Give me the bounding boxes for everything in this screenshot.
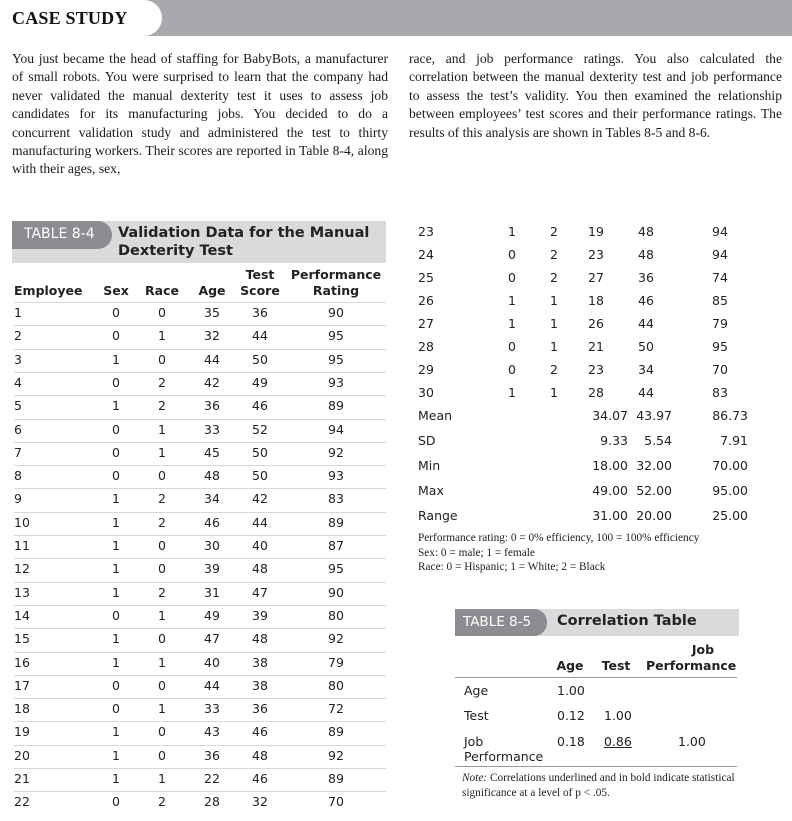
stat-test: 52.00 xyxy=(636,483,672,498)
cell-performance: 89 xyxy=(328,771,344,786)
cell-performance: 95 xyxy=(328,351,344,367)
cell-sex: 0 xyxy=(508,247,516,262)
cell-performance: 92 xyxy=(328,444,344,460)
cell-employee: 18 xyxy=(14,701,30,717)
cell-test-score: 36 xyxy=(252,701,268,717)
cell-age: 43 xyxy=(204,724,220,740)
col-header-test-bottom: Score xyxy=(240,283,280,298)
t5-cell-test-age: 0.12 xyxy=(557,708,585,723)
cell-race: 1 xyxy=(550,385,558,400)
t5-row-job-label-bottom: Performance xyxy=(464,749,544,764)
col-header-employee: Employee xyxy=(14,283,83,298)
cell-employee: 25 xyxy=(418,270,434,285)
cell-sex: 0 xyxy=(112,468,120,484)
table-row-divider xyxy=(14,582,386,583)
cell-test-score: 50 xyxy=(252,351,268,367)
note-sex: Sex: 0 = male; 1 = female xyxy=(418,546,535,559)
t5-rule-bottom xyxy=(455,766,737,767)
cell-test-score: 48 xyxy=(252,747,268,763)
cell-employee: 1 xyxy=(14,305,22,320)
note-race: Race: 0 = Hispanic; 1 = White; 2 = Black xyxy=(418,561,606,573)
cell-performance: 80 xyxy=(328,607,344,623)
cell-performance: 92 xyxy=(328,747,344,763)
table-row-divider xyxy=(14,768,386,769)
cell-age: 42 xyxy=(204,374,220,390)
cell-age: 34 xyxy=(204,491,220,507)
cell-employee: 6 xyxy=(14,421,22,437)
cell-race: 2 xyxy=(158,794,166,810)
stat-perf: 95.00 xyxy=(712,483,748,498)
stat-label: Range xyxy=(418,508,458,523)
cell-test-score: 50 xyxy=(252,444,268,460)
cell-test-score: 49 xyxy=(252,374,268,390)
cell-employee: 22 xyxy=(14,794,30,810)
cell-performance: 92 xyxy=(328,631,344,647)
cell-sex: 1 xyxy=(112,514,120,530)
cell-sex: 1 xyxy=(112,584,120,600)
stat-age: 9.33 xyxy=(600,433,628,448)
col-header-test-top: Test xyxy=(245,267,275,282)
table-8-5-badge: TABLE 8-5 xyxy=(455,609,547,636)
cell-race: 1 xyxy=(550,316,558,331)
cell-test-score: 52 xyxy=(252,421,268,437)
cell-performance: 94 xyxy=(712,224,728,239)
cell-age: 44 xyxy=(204,677,220,693)
cell-employee: 26 xyxy=(418,293,434,308)
table-8-5-note xyxy=(462,771,742,800)
stat-perf: 7.91 xyxy=(720,433,748,448)
cell-race: 2 xyxy=(158,584,166,600)
table-row-divider xyxy=(14,325,386,326)
table-row-divider xyxy=(14,745,386,746)
cell-performance: 70 xyxy=(712,362,728,377)
cell-sex: 0 xyxy=(112,444,120,460)
cell-employee: 14 xyxy=(14,607,30,623)
table-row-divider xyxy=(14,488,386,489)
t5-cell-test-test: 1.00 xyxy=(604,708,632,723)
t5-cell-job-test: 0.86 xyxy=(604,734,632,749)
cell-race: 0 xyxy=(158,561,166,577)
cell-performance: 72 xyxy=(328,701,344,717)
cell-age: 32 xyxy=(204,328,220,344)
table-row-divider xyxy=(14,302,386,303)
cell-employee: 27 xyxy=(418,316,434,331)
table-row-divider xyxy=(14,465,386,466)
stat-label: SD xyxy=(418,433,436,448)
cell-age: 22 xyxy=(204,771,220,786)
cell-race: 0 xyxy=(158,724,166,740)
cell-race: 1 xyxy=(550,293,558,308)
cell-age: 36 xyxy=(204,747,220,763)
cell-race: 2 xyxy=(158,514,166,530)
t5-note-text: Correlations underlined and in bold indicate statistical significance at a level of p < .05. xyxy=(462,772,735,799)
cell-age: 26 xyxy=(588,316,604,331)
cell-race: 1 xyxy=(158,328,166,344)
cell-race: 2 xyxy=(550,270,558,285)
t5-col-job-top: Job xyxy=(691,642,715,657)
cell-test-score: 50 xyxy=(638,339,654,354)
cell-race: 1 xyxy=(158,771,166,786)
cell-race: 2 xyxy=(550,224,558,239)
cell-employee: 7 xyxy=(14,444,22,460)
table-8-4-badge: TABLE 8-4 xyxy=(12,221,112,249)
table-row-divider xyxy=(14,419,386,420)
cell-employee: 29 xyxy=(418,362,434,377)
cell-sex: 0 xyxy=(112,607,120,623)
cell-age: 28 xyxy=(204,794,220,810)
stat-label: Min xyxy=(418,458,441,473)
cell-performance: 70 xyxy=(328,794,344,810)
note-performance: Performance rating: 0 = 0% efficiency, 100 = 100% efficiency xyxy=(418,532,700,544)
cell-age: 23 xyxy=(588,247,604,262)
cell-age: 47 xyxy=(204,631,220,647)
cell-sex: 0 xyxy=(508,270,516,285)
cell-race: 0 xyxy=(158,631,166,647)
table-row-divider xyxy=(14,605,386,606)
cell-race: 1 xyxy=(158,701,166,717)
cell-race: 2 xyxy=(158,374,166,390)
cell-sex: 1 xyxy=(508,385,516,400)
cell-employee: 10 xyxy=(14,514,30,530)
cell-race: 1 xyxy=(550,339,558,354)
cell-sex: 1 xyxy=(112,491,120,507)
table-row-divider xyxy=(14,395,386,396)
stat-perf: 25.00 xyxy=(712,508,748,523)
cell-employee: 9 xyxy=(14,491,22,507)
cell-performance: 89 xyxy=(328,724,344,740)
cell-sex: 1 xyxy=(508,224,516,239)
cell-sex: 1 xyxy=(112,561,120,577)
cell-performance: 94 xyxy=(712,247,728,262)
stat-label: Mean xyxy=(418,408,453,423)
stat-perf: 86.73 xyxy=(712,408,748,423)
cell-test-score: 47 xyxy=(252,584,268,600)
cell-test-score: 48 xyxy=(638,224,654,239)
col-header-age: Age xyxy=(198,283,226,298)
cell-employee: 24 xyxy=(418,247,434,262)
cell-performance: 83 xyxy=(712,385,728,400)
t5-col-job-bottom: Performance xyxy=(646,658,737,673)
table-8-4-title: Validation Data for the Manual Dexterity Test xyxy=(118,225,370,259)
t5-row-age-label: Age xyxy=(464,683,489,698)
table-row-divider xyxy=(14,652,386,653)
stat-label: Max xyxy=(418,483,444,498)
t5-row-test-label: Test xyxy=(464,708,489,723)
cell-sex: 1 xyxy=(508,316,516,331)
cell-employee: 3 xyxy=(14,351,22,367)
t5-col-test: Test xyxy=(601,658,631,673)
cell-age: 19 xyxy=(588,224,604,239)
table-row-divider xyxy=(14,512,386,513)
table-row-divider xyxy=(14,721,386,722)
cell-test-score: 44 xyxy=(638,316,654,331)
cell-age: 33 xyxy=(204,701,220,717)
cell-sex: 0 xyxy=(112,701,120,717)
cell-test-score: 48 xyxy=(252,561,268,577)
stat-perf: 70.00 xyxy=(712,458,748,473)
cell-performance: 79 xyxy=(712,316,728,331)
cell-performance: 80 xyxy=(328,677,344,693)
cell-race: 0 xyxy=(158,538,166,553)
table-8-4-notes xyxy=(418,531,699,575)
cell-test-score: 46 xyxy=(638,293,654,308)
cell-race: 1 xyxy=(158,444,166,460)
cell-performance: 95 xyxy=(712,339,728,354)
cell-employee: 16 xyxy=(14,654,30,670)
cell-age: 35 xyxy=(204,305,220,320)
table-row-divider xyxy=(14,349,386,350)
table-row-divider xyxy=(14,628,386,629)
cell-test-score: 44 xyxy=(638,385,654,400)
cell-age: 40 xyxy=(204,654,220,670)
cell-employee: 21 xyxy=(14,771,30,786)
cell-sex: 0 xyxy=(112,794,120,810)
cell-performance: 93 xyxy=(328,374,344,390)
cell-age: 23 xyxy=(588,362,604,377)
t5-rule-top xyxy=(455,677,737,678)
cell-sex: 0 xyxy=(112,328,120,344)
intro-left-column: You just became the head of staffing for BabyBots, a manufacturer of small robots. You were surprised to learn that the company had never validated the manual dexterity test it uses to assess job candidates for its manufacturing jobs. You decided to do a concurrent validation study and administered the test to thirty manufacturing workers. Their scores are reported in Table 8-4, along with their ages, sex, xyxy=(12,51,388,177)
page-title: CASE STUDY xyxy=(12,8,128,28)
table-8-5-title: Correlation Table xyxy=(557,613,697,629)
cell-race: 1 xyxy=(158,654,166,670)
cell-employee: 2 xyxy=(14,328,22,344)
intro-right-column: race, and job performance ratings. You also calculated the correlation between the manual dexterity test and job performance to assess the test’s validity. You then examined the relationship between employees’ test scores and their performance ratings. The results of this analysis are shown in Tables 8-5 and 8-6. xyxy=(409,51,782,140)
cell-employee: 11 xyxy=(14,538,30,553)
cell-sex: 1 xyxy=(112,631,120,647)
cell-age: 44 xyxy=(204,351,220,367)
cell-age: 46 xyxy=(204,514,220,530)
cell-age: 36 xyxy=(204,398,220,414)
cell-age: 31 xyxy=(204,584,220,600)
cell-performance: 95 xyxy=(328,561,344,577)
stat-test: 43.97 xyxy=(636,408,672,423)
cell-employee: 8 xyxy=(14,468,22,484)
cell-race: 1 xyxy=(158,607,166,623)
cell-age: 27 xyxy=(588,270,604,285)
cell-age: 30 xyxy=(204,538,220,553)
cell-age: 33 xyxy=(204,421,220,437)
table-row-divider xyxy=(14,442,386,443)
cell-test-score: 48 xyxy=(638,247,654,262)
cell-age: 21 xyxy=(588,339,604,354)
cell-race: 0 xyxy=(158,351,166,367)
table-row-divider xyxy=(14,558,386,559)
cell-sex: 0 xyxy=(508,339,516,354)
t5-col-age: Age xyxy=(556,658,584,673)
cell-employee: 28 xyxy=(418,339,434,354)
cell-sex: 1 xyxy=(508,293,516,308)
t5-note-prefix: Note: xyxy=(462,772,488,784)
stat-test: 20.00 xyxy=(636,508,672,523)
cell-employee: 5 xyxy=(14,398,22,414)
cell-sex: 0 xyxy=(112,677,120,693)
stat-age: 18.00 xyxy=(592,458,628,473)
cell-race: 0 xyxy=(158,677,166,693)
cell-sex: 1 xyxy=(112,724,120,740)
cell-race: 2 xyxy=(158,398,166,414)
table-row-divider xyxy=(14,791,386,792)
cell-performance: 89 xyxy=(328,398,344,414)
cell-test-score: 38 xyxy=(252,654,268,670)
cell-sex: 0 xyxy=(112,421,120,437)
cell-test-score: 44 xyxy=(252,328,268,344)
cell-age: 28 xyxy=(588,385,604,400)
cell-age: 48 xyxy=(204,468,220,484)
cell-sex: 0 xyxy=(508,362,516,377)
cell-test-score: 46 xyxy=(252,724,268,740)
cell-employee: 12 xyxy=(14,561,30,577)
t5-cell-job-job: 1.00 xyxy=(678,734,706,749)
cell-race: 0 xyxy=(158,305,166,320)
cell-sex: 0 xyxy=(112,305,120,320)
cell-race: 2 xyxy=(158,491,166,507)
cell-test-score: 44 xyxy=(252,514,268,530)
cell-performance: 83 xyxy=(328,491,344,507)
cell-race: 0 xyxy=(158,468,166,484)
stat-test: 5.54 xyxy=(644,433,672,448)
stat-age: 34.07 xyxy=(592,408,628,423)
cell-test-score: 39 xyxy=(252,607,268,623)
cell-sex: 1 xyxy=(112,538,120,553)
cell-test-score: 38 xyxy=(252,677,268,693)
cell-performance: 93 xyxy=(328,468,344,484)
cell-performance: 79 xyxy=(328,654,344,670)
t5-cell-job-age: 0.18 xyxy=(557,734,585,749)
stat-test: 32.00 xyxy=(636,458,672,473)
cell-age: 49 xyxy=(204,607,220,623)
cell-test-score: 42 xyxy=(252,491,268,507)
table-row-divider xyxy=(14,372,386,373)
cell-employee: 17 xyxy=(14,677,30,693)
col-header-sex: Sex xyxy=(103,283,129,298)
stat-age: 31.00 xyxy=(592,508,628,523)
cell-performance: 89 xyxy=(328,514,344,530)
cell-performance: 95 xyxy=(328,328,344,344)
cell-test-score: 48 xyxy=(252,631,268,647)
cell-sex: 1 xyxy=(112,351,120,367)
table-row-divider xyxy=(14,675,386,676)
cell-employee: 30 xyxy=(418,385,434,400)
cell-sex: 1 xyxy=(112,771,120,786)
cell-test-score: 46 xyxy=(252,771,268,786)
col-header-perf-top: Performance xyxy=(290,267,382,282)
cell-performance: 74 xyxy=(712,270,728,285)
cell-sex: 1 xyxy=(112,747,120,763)
col-header-perf-bottom: Rating xyxy=(312,283,360,298)
cell-performance: 85 xyxy=(712,293,728,308)
cell-test-score: 36 xyxy=(252,305,268,320)
cell-employee: 13 xyxy=(14,584,30,600)
cell-performance: 90 xyxy=(328,584,344,600)
cell-test-score: 46 xyxy=(252,398,268,414)
cell-test-score: 32 xyxy=(252,794,268,810)
cell-race: 2 xyxy=(550,362,558,377)
cell-employee: 15 xyxy=(14,631,30,647)
col-header-race: Race xyxy=(145,283,179,298)
cell-sex: 0 xyxy=(112,374,120,390)
cell-employee: 4 xyxy=(14,374,22,390)
cell-sex: 1 xyxy=(112,398,120,414)
cell-race: 0 xyxy=(158,747,166,763)
cell-performance: 94 xyxy=(328,421,344,437)
cell-race: 2 xyxy=(550,247,558,262)
cell-performance: 90 xyxy=(328,305,344,320)
cell-performance: 87 xyxy=(328,538,344,553)
cell-race: 1 xyxy=(158,421,166,437)
table-row-divider xyxy=(14,698,386,699)
cell-age: 45 xyxy=(204,444,220,460)
t5-row-job-label-top: Job xyxy=(464,734,484,749)
cell-age: 39 xyxy=(204,561,220,577)
table-row-divider xyxy=(14,535,386,536)
cell-sex: 1 xyxy=(112,654,120,670)
cell-test-score: 50 xyxy=(252,468,268,484)
cell-age: 18 xyxy=(588,293,604,308)
cell-employee: 19 xyxy=(14,724,30,740)
t5-cell-age-age: 1.00 xyxy=(557,683,585,698)
cell-test-score: 36 xyxy=(638,270,654,285)
cell-test-score: 40 xyxy=(252,538,268,553)
cell-employee: 20 xyxy=(14,747,30,763)
cell-employee: 23 xyxy=(418,224,434,239)
cell-test-score: 34 xyxy=(638,362,654,377)
stat-age: 49.00 xyxy=(592,483,628,498)
